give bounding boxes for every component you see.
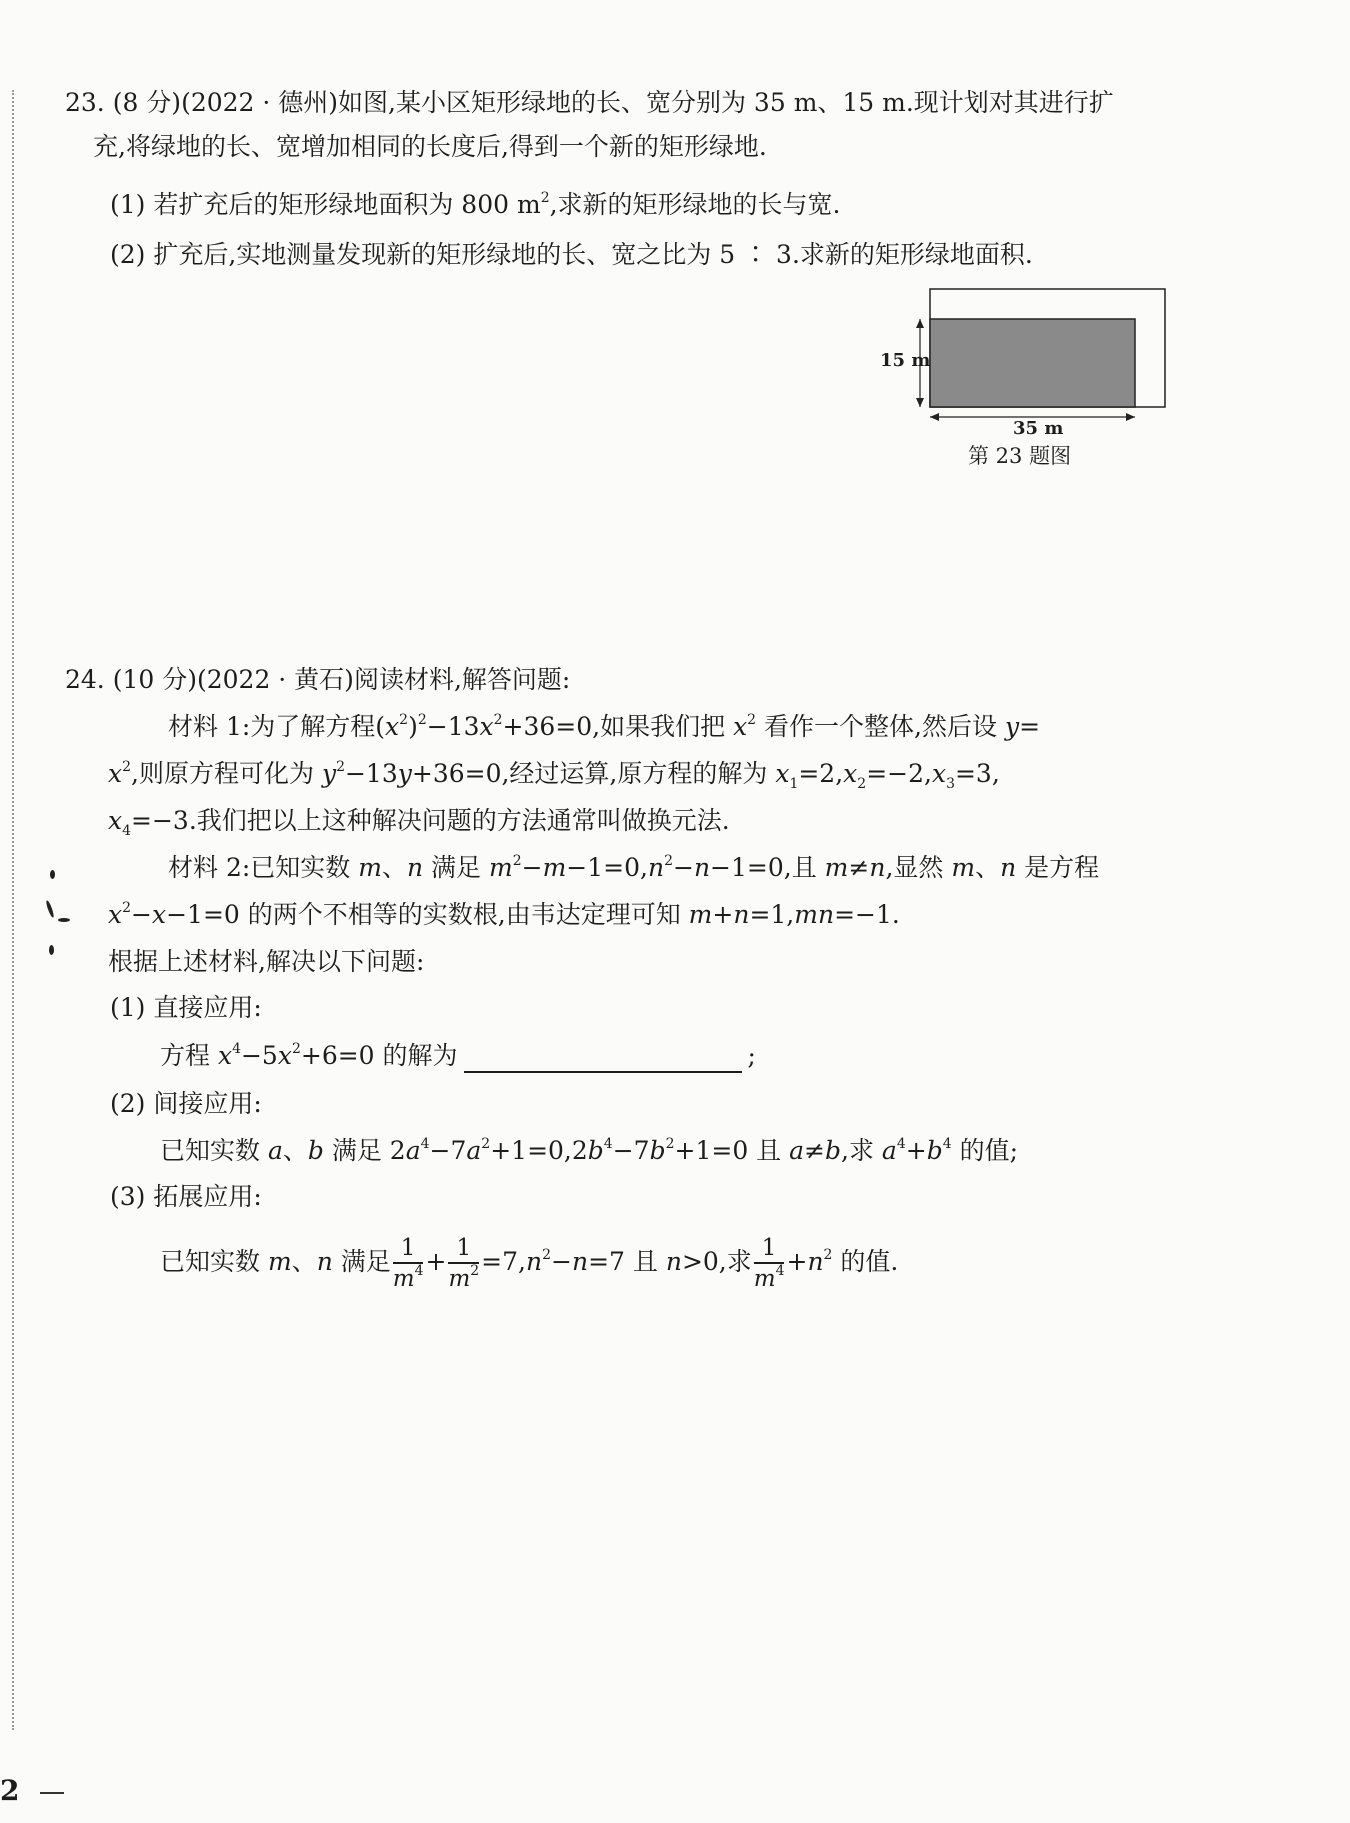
ink-mark — [50, 870, 55, 879]
q24-text: 满足 — [423, 853, 489, 882]
q24-text: = — [1019, 712, 1041, 741]
q24-text: 方程 — [160, 1041, 218, 1070]
arrow-up — [916, 319, 924, 328]
q24-text: =2, — [798, 759, 844, 788]
q24-sub2-body: 已知实数 a、b 满足 $2a^4-7a^2+1=0,2b^4-7b^2+1=0$ 且 a≠b,求 $a^4+b^4$ 的值; — [160, 1136, 1018, 1165]
q23-part2 — [110, 238, 1033, 272]
q23-part1 — [110, 188, 841, 222]
q24-text: −1=0, — [566, 853, 648, 882]
q24-text: ) — [408, 712, 418, 741]
q24-text: 是方程 — [1016, 853, 1100, 882]
q24-text: +36=0,经过运算,原方程的解为 — [411, 759, 776, 788]
q24-material2-line1: 材料 2:已知实数 m、n 满足 $m^2-m-1=0,n^2-n-1=0$,且 m≠n,显然 m、n 是方程 — [168, 853, 1100, 882]
q24-text: +6=0 的解为 — [300, 1041, 458, 1070]
q24-text: >0,求 — [681, 1247, 752, 1276]
q24-text: −13 — [426, 712, 480, 741]
q24-text: − — [551, 1247, 572, 1276]
q24-text: 已知实数 — [160, 1136, 268, 1165]
q24-text: =7 且 — [588, 1247, 666, 1276]
q24-text: =−3.我们把以上这种解决问题的方法通常叫做换元法. — [131, 806, 730, 835]
q24-sub1-body: 方程 $x^4-5x^2+6=0$ 的解为 ; — [160, 1039, 756, 1073]
q23-text: 23. (8 分)(2022 · 德州)如图,某小区矩形绿地的长、宽分别为 35 m、15 m.现计划对其进行扩 — [65, 88, 1114, 117]
length-label: 35 m — [1013, 418, 1064, 439]
fraction: $\frac{1}{m^4}$ — [753, 1234, 785, 1292]
q24-text: +36=0,如果我们把 — [502, 712, 734, 741]
q24-text: ,则原方程可化为 — [131, 759, 322, 788]
q24-text: 的值; — [951, 1136, 1018, 1165]
q24-text: −1=0 的两个不相等的实数根,由韦达定理可知 — [166, 900, 689, 929]
original-green-rectangle — [930, 319, 1135, 407]
q24-text: 满足 2 — [323, 1136, 406, 1165]
ink-mark — [49, 945, 54, 955]
q24-heading — [65, 663, 570, 697]
q24-text: +1=0 且 — [674, 1136, 790, 1165]
fraction: $\frac{1}{m^4}$ — [392, 1234, 424, 1292]
answer-blank[interactable] — [464, 1045, 742, 1073]
superscript: 2 — [540, 190, 550, 206]
q24-text: 材料 1:为了解方程( — [168, 712, 386, 741]
q23-line1 — [65, 86, 1114, 120]
q24-text: (2) 间接应用: — [110, 1089, 262, 1118]
q24-text: 满足 — [332, 1247, 391, 1276]
q24-text: 24. (10 分)(2022 · 黄石)阅读材料,解答问题: — [65, 665, 571, 694]
q24-text: 材料 2:已知实数 — [168, 853, 359, 882]
page-number: 2 — [0, 1774, 20, 1807]
q24-text: =1, — [749, 900, 795, 929]
q23-text: (1) 若扩充后的矩形绿地面积为 800 m — [110, 190, 541, 219]
arrow-right — [1126, 413, 1135, 421]
q24-text: =−1. — [834, 900, 900, 929]
q23-text: (2) 扩充后,实地测量发现新的矩形绿地的长、宽之比为 5 ∶ 3.求新的矩形绿地面积. — [110, 240, 1033, 269]
q24-text: =7, — [481, 1247, 526, 1276]
q24-text: −7 — [429, 1136, 467, 1165]
arrow-left — [930, 413, 939, 421]
arrow-down — [916, 398, 924, 407]
q24-material2-line2: $x^2-x-1=0$ 的两个不相等的实数根,由韦达定理可知 m+n=1,mn=−1. — [108, 900, 900, 929]
q24-text: + — [425, 1247, 447, 1276]
q24-intro — [108, 945, 424, 979]
q24-text: ; — [747, 1041, 756, 1070]
q24-sub2-title — [110, 1087, 262, 1121]
q23-line2 — [93, 130, 767, 164]
q24-text: − — [131, 900, 152, 929]
q24-text: 已知实数 — [160, 1247, 268, 1276]
q24-text: =3, — [954, 759, 1000, 788]
ink-mark — [58, 918, 70, 922]
width-label: 15 m — [880, 350, 931, 371]
page-number-dash — [40, 1792, 64, 1794]
q24-sub1-title — [110, 991, 262, 1025]
q24-text: 的值. — [832, 1247, 899, 1276]
q24-text: −13 — [344, 759, 398, 788]
q24-text: + — [905, 1136, 927, 1165]
q24-sub3-title — [110, 1180, 262, 1214]
q24-text: + — [712, 900, 734, 929]
q23-text: 充,将绿地的长、宽增加相同的长度后,得到一个新的矩形绿地. — [93, 132, 767, 161]
q24-text: ,求 — [841, 1136, 882, 1165]
q24-text: + — [786, 1247, 808, 1276]
ink-mark — [45, 900, 55, 918]
q24-text: 看作一个整体,然后设 — [756, 712, 1005, 741]
q24-text: +1=0,2 — [490, 1136, 588, 1165]
q24-text: −5 — [240, 1041, 278, 1070]
q24-text: − — [521, 853, 543, 882]
q23-text: ,求新的矩形绿地的长与宽. — [549, 190, 841, 219]
q24-text: −1=0,且 — [710, 853, 825, 882]
fraction: $\frac{1}{m^2}$ — [448, 1234, 480, 1292]
q24-material1-line3: $x_4=-3$.我们把以上这种解决问题的方法通常叫做换元法. — [108, 806, 730, 839]
q24-material1-line1: 材料 1:为了解方程$(x^2)^2-13x^2+36=0$,如果我们把 $x^2$ 看作一个整体,然后设 y= — [168, 712, 1041, 741]
q24-text: − — [672, 853, 694, 882]
q24-text: (3) 拓展应用: — [110, 1182, 262, 1211]
q24-text: −7 — [612, 1136, 650, 1165]
q24-text: 根据上述材料,解决以下问题: — [108, 947, 425, 976]
q24-text: (1) 直接应用: — [110, 993, 262, 1022]
figure-caption: 第 23 题图 — [968, 444, 1072, 468]
q24-sub3-body: 已知实数 m、n 满足 $\frac{1}{m^4}$ + $\frac{1}{m^2}$ $=7,n^2-n=7$ 且 n>0,求 $\frac{1}{m^4}$ $+n^2$ 的值. — [160, 1234, 899, 1292]
q24-text: ≠ — [848, 853, 870, 882]
q24-text: ≠ — [804, 1136, 825, 1165]
q24-text: ,显然 — [885, 853, 952, 882]
margin-dotted-line — [12, 90, 14, 1730]
q24-material1-line2: $x^2$,则原方程可化为 $y^2-13y+36=0$,经过运算,原方程的解为 $x_1=2,x_2=-2,x_3=3$, — [108, 759, 1000, 792]
q24-text: =−2, — [866, 759, 932, 788]
